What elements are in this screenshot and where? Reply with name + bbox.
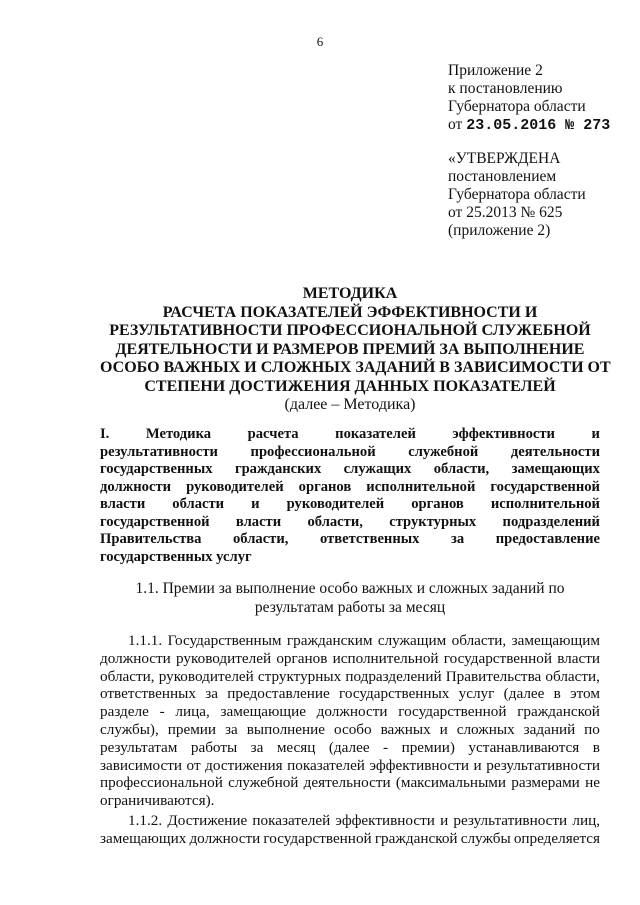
word: области, [545,667,600,685]
word: органов [298,478,352,495]
word: гражданской [374,829,458,847]
appendix-line: к постановлению [448,80,563,97]
word: руководителей [158,667,254,685]
title-line: МЕТОДИКА [302,285,398,302]
subsection-heading [100,580,600,617]
word: руководителей [286,496,385,512]
word: должности [189,829,261,847]
word: государственных [100,461,213,477]
word: замещающих [100,829,187,847]
word: показателей [252,811,331,829]
approved-line: «УТВЕРЖДЕНА [448,150,561,167]
word: премии [167,720,217,738]
word: Методика [145,426,212,442]
word: расчета [247,426,299,442]
approved-block [448,150,628,240]
approved-line: постановлением [448,168,557,185]
page-number: 6 [316,34,324,49]
document-title [100,285,611,415]
word: особо [333,720,372,738]
paragraph-1-1-1 [100,632,600,810]
word: эффективности [369,756,469,774]
paragraph-line [100,757,600,775]
word: месяц [276,738,316,756]
word: исполнительной [366,478,476,495]
word: премии) [401,738,455,756]
section-line [100,479,600,497]
word: важных [380,720,431,738]
word: Правительства [445,667,542,685]
word: результативности [453,811,568,829]
word: (далее [503,685,545,703]
word: устанавливаются [468,738,580,756]
word: органов [276,649,328,667]
word: руководителей [186,478,284,495]
word: ответственных [319,531,420,547]
word: области, [100,667,155,685]
paragraph-line [100,703,600,721]
word: предоставление [495,531,600,547]
word: не [585,774,600,792]
word: и [440,811,449,829]
word: структурных [257,667,342,685]
word: служебной [228,774,299,792]
word: результативности [486,756,600,774]
word: - [383,738,389,756]
body-text [100,632,600,848]
word: службы), [100,720,159,738]
title-line: РАСЧЕТА ПОКАЗАТЕЛЕЙ ЭФФЕКТИВНОСТИ И [162,303,538,321]
word: государственной [100,513,210,530]
word: области, [232,531,289,547]
word: гражданских [234,461,322,477]
section-line [100,444,600,462]
word: профессиональной [250,443,376,460]
word: власти [557,649,600,667]
word: работы [190,738,238,756]
word: гражданской [517,703,600,721]
paragraph-line [100,830,600,848]
word: в [592,738,600,756]
word: замещающие [220,703,306,721]
word: власти [100,496,146,512]
title-line: ДЕЯТЕЛЬНОСТИ И РАЗМЕРОВ ПРЕМИЙ ЗА ВЫПОЛНЕНИЕ [115,340,585,358]
section-line [100,496,600,514]
section-line: государственных услуг [100,548,252,565]
paragraph-line [100,774,600,792]
word: органов [411,496,464,512]
word: ответственных [100,685,196,703]
word: должности [100,478,172,495]
word: от [186,756,201,774]
word: профессиональной [100,774,223,792]
word: заданий [523,720,576,738]
word: подразделений [345,667,442,685]
word: служащим [377,632,447,649]
word: государственной [398,703,507,721]
word: по [584,720,600,738]
section-line [100,514,600,532]
word: гражданским [286,632,373,649]
word: за [451,531,465,547]
appendix-date-value: 23.05.2016 № 273 [466,117,611,134]
word: должности [316,703,388,721]
section-line [100,531,600,549]
paragraph-1-1-2 [100,812,600,848]
appendix-line: Губернатора области [448,98,586,115]
word: области, [307,513,363,530]
title-line: ОСОБО ВАЖНЫХ И СЛОЖНЫХ ЗАДАНИЙ В ЗАВИСИМОСТИ ОТ [100,359,611,376]
word: деятельности [303,774,391,792]
word: исполнительной [332,649,439,667]
paragraph-line: ограничиваются). [100,792,215,810]
word: выполнение [246,720,326,738]
word: служащих [343,461,412,477]
word: услуг [458,685,495,703]
title-line: СТЕПЕНИ ДОСТИЖЕНИЯ ДАННЫХ ПОКАЗАТЕЛЕЙ [144,377,556,395]
section-heading [100,426,600,566]
word: разделе [100,703,149,721]
word: деятельности [510,443,600,460]
word: области, [451,632,507,649]
word: и [439,720,448,738]
word: сложных [456,720,515,738]
word: руководителей [176,649,272,667]
word: государственной [263,829,372,847]
word: Правительства [100,531,202,547]
word: в [553,685,561,703]
word: показателей [335,426,416,442]
title-subtitle: (далее – Методика) [284,396,416,413]
word: показателей [287,756,365,774]
title-line: РЕЗУЛЬТАТИВНОСТИ ПРОФЕССИОНАЛЬНОЙ СЛУЖЕБНОЙ [109,322,591,339]
word: и [591,426,600,442]
word: за [250,738,264,756]
word: зависимости [100,756,182,774]
appendix-date-line [448,116,628,135]
approved-line: от 25.2013 № 625 [448,204,563,221]
word: Достижение [167,811,248,829]
appendix-block [448,62,628,135]
approved-line: Губернатора области [448,186,586,203]
word: области [172,496,225,512]
word: подразделений [502,513,600,530]
word: (далее [328,738,370,756]
word: государственных [339,685,450,703]
paragraph-line [100,668,600,686]
word: замещающих [511,461,600,477]
paragraph-line [100,632,600,650]
word: служебной [408,443,479,460]
paragraph-line [100,685,600,703]
word: Государственным [167,632,282,649]
word: службы [460,829,511,847]
word: и [251,496,260,512]
paragraph-line [100,650,600,668]
word: достижения [205,756,283,774]
word: и [473,756,482,774]
word: за [225,720,238,738]
approved-line: (приложение 2) [448,222,551,239]
appendix-line: Приложение 2 [448,62,543,79]
word: власти [235,513,282,530]
word: государственной [443,649,552,667]
word: исполнительной [490,496,600,512]
subsection-line: 1.1. Премии за выполнение особо важных и сложных заданий по [135,580,565,597]
word: результатам [100,738,178,756]
word: области, [433,461,490,477]
word: I. [100,426,110,442]
word: размерами [511,774,580,792]
word: лица, [175,703,210,721]
word: результативности [100,443,218,460]
word: эффективности [335,811,435,829]
word: предоставление [227,685,330,703]
word: государственной [490,478,600,495]
appendix-date-prefix: от [448,116,463,133]
word: 1.1.2. [128,811,163,829]
paragraph-line [100,721,600,739]
word: структурных [389,513,477,530]
word: определяется [513,829,600,847]
section-line [100,426,600,444]
word: этом [570,685,600,703]
word: эффективности [452,426,555,442]
word: за [205,685,218,703]
word: (максимальными [395,774,507,792]
paragraph-line [100,739,600,757]
subsection-line: результатам работы за месяц [254,598,446,616]
paragraph-line [100,812,600,830]
section-line [100,461,600,479]
word: - [159,703,165,721]
word: лиц, [572,811,600,829]
word: должности [100,649,171,667]
word: замещающим [511,632,600,649]
word: 1.1.1. [128,632,163,649]
